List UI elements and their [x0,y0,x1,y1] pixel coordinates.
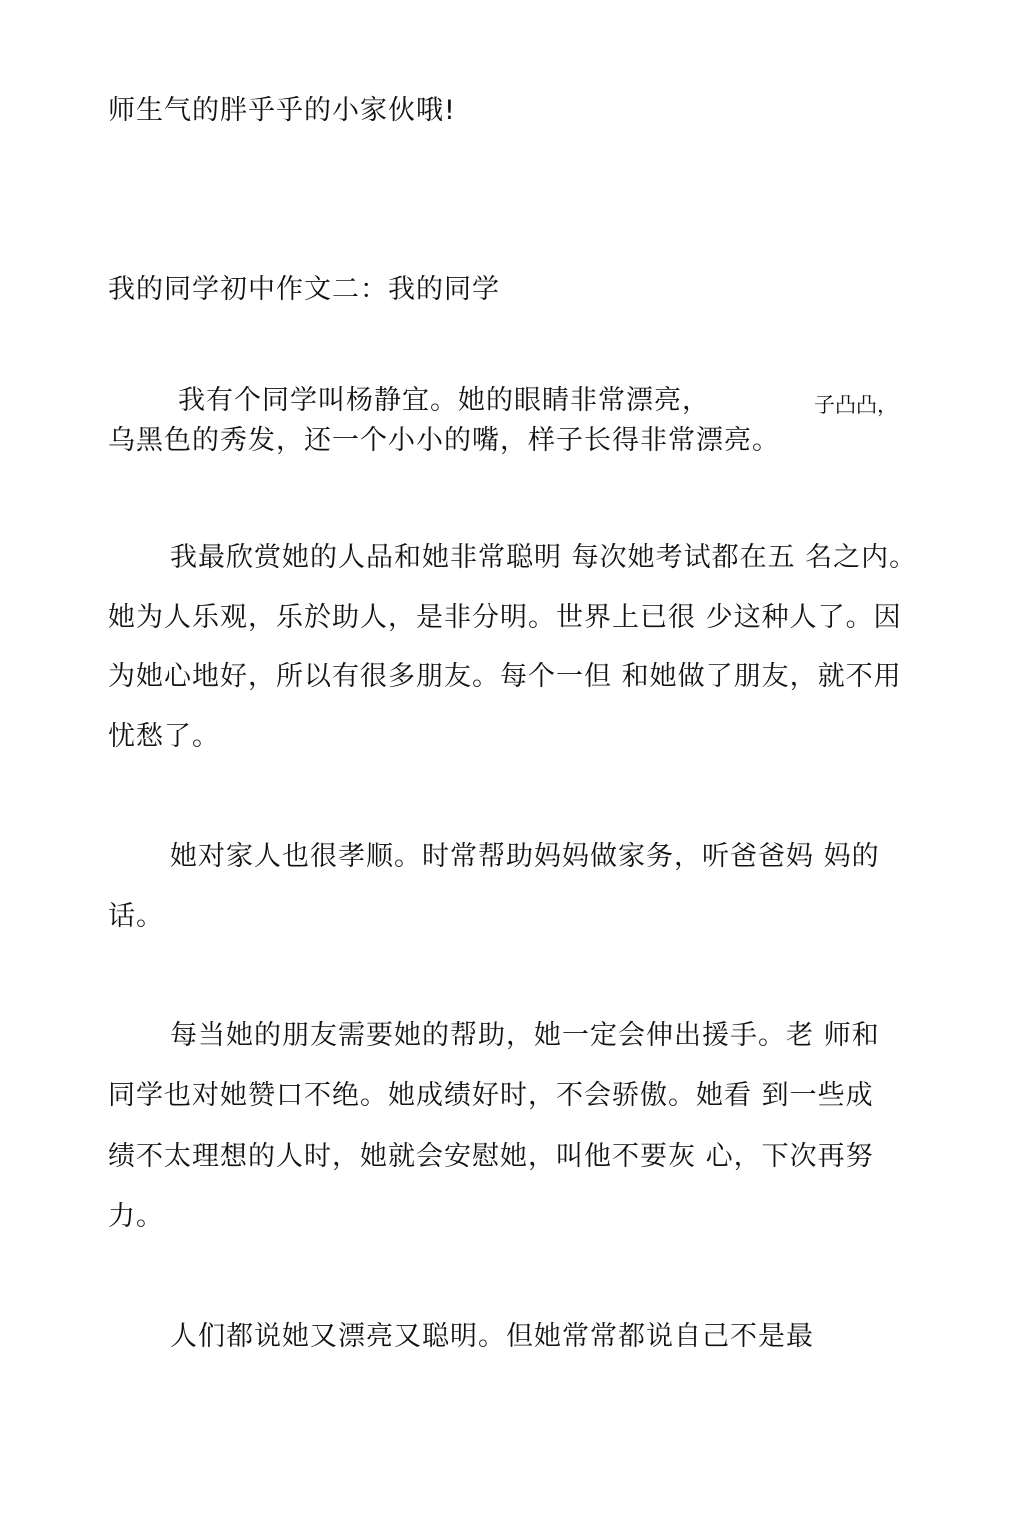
text-line-6: 她为人乐观，乐於助人，是非分明。世界上已很 少这种人了。因 [108,602,902,633]
text-line-10: 话。 [108,901,164,932]
text-line-15: 人们都说她又漂亮又聪明。但她常常都说自己不是最 [170,1321,814,1352]
section-heading: 我的同学初中作文二：我的同学 [108,274,500,305]
text-line-4: 乌黑色的秀发，还一个小小的嘴，样子长得非常漂亮。 [108,425,780,456]
text-line-3: 我有个同学叫杨静宜。她的眼睛非常漂亮， [178,385,710,416]
text-line-9: 她对家人也很孝顺。时常帮助妈妈做家务，听爸爸妈 妈的 [170,841,880,872]
text-line-13: 绩不太理想的人时，她就会安慰她，叫他不要灰 心，下次再努 [108,1141,874,1172]
text-line-1: 师生气的胖乎乎的小家伙哦! [108,95,456,126]
text-line-12: 同学也对她赞口不绝。她成绩好时，不会骄傲。她看 到一些成 [108,1080,874,1111]
text-fragment: 子凸凸， [814,393,898,417]
text-line-14: 力。 [108,1201,164,1232]
text-line-5: 我最欣赏她的人品和她非常聪明 每次她考试都在五 名之内。 [170,542,918,573]
text-line-8: 忧愁了。 [108,721,220,752]
text-line-7: 为她心地好，所以有很多朋友。每个一但 和她做了朋友，就不用 [108,661,902,692]
text-line-11: 每当她的朋友需要她的帮助，她一定会伸出援手。老 师和 [170,1020,880,1051]
